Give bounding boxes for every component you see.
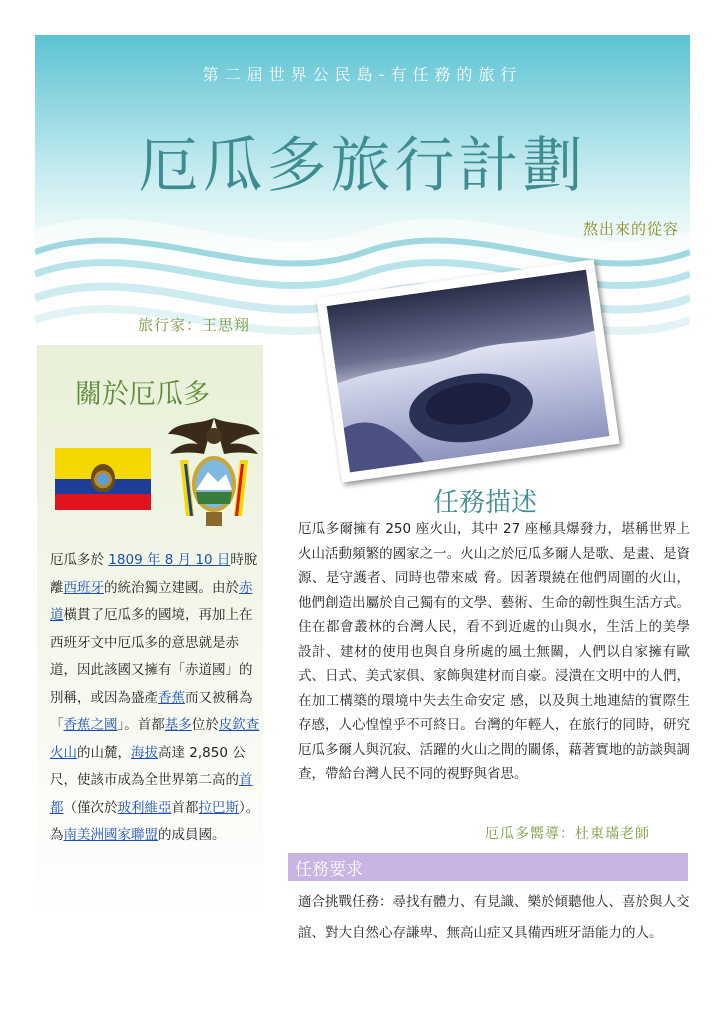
about-text-segment: 厄瓜多於 [50,552,109,568]
about-text-segment: 橫貫了厄瓜多的國境，再加上在西班牙文中厄瓜多的意思就是赤道，因此該國又擁有「赤道國」的別稱，或因為盛產 [50,607,253,706]
about-text-segment: 高達 2,850 公尺，使該市成為全世界第二高的 [50,744,246,788]
wiki-link[interactable]: 香蕉 [158,689,185,706]
about-text-segment: 的山麓， [77,744,131,761]
wiki-link[interactable]: 玻利維亞 [117,799,172,816]
volcano-image [327,270,610,473]
ecuador-flag-icon [55,448,151,510]
about-text-segment: 而又被稱為「 [50,689,253,733]
guide-name: 厄瓜多嚮導：杜東璊老師 [485,826,650,842]
wiki-link[interactable]: 西班牙 [63,579,104,596]
about-text-segment: ）。為 [50,799,260,843]
about-paragraph [50,547,260,850]
wiki-link[interactable]: 皮欽查火山 [50,717,260,761]
wiki-link[interactable]: 赤道 [50,579,253,623]
about-text-segment: 時脫離 [50,552,258,596]
requirements-heading: 任務要求 [295,860,363,880]
wiki-link[interactable]: 拉巴斯 [198,799,239,816]
event-subtitle: 第二屆世界公民島-有任務的旅行 [202,65,523,84]
traveler-name: 旅行家：王思翔 [138,316,251,334]
requirements-paragraph: 適合挑戰任務：尋找有體力、有見識、樂於傾聽他人、喜於與人交誼、對大自然心存謙卑、無高山症又具備西班牙語能力的人。 [298,894,690,941]
about-text-segment: 位於 [191,717,219,733]
about-text-segment: 」。首都 [117,717,165,733]
slogan: 熬出來的從容 [582,220,679,238]
about-text-segment: 的成員國。 [158,827,226,843]
page-title: 厄瓜多旅行計劃 [138,131,587,201]
about-heading: 關於厄瓜多 [75,379,210,410]
about-text-segment: 的統治獨立建國。由於 [104,579,239,596]
wiki-link[interactable]: 1809 年 8 月 10 日 [108,552,231,568]
wiki-link[interactable]: 海拔 [131,744,158,761]
about-text-segment: （僅次於 [63,799,118,816]
wiki-link[interactable]: 南美洲國家聯盟 [63,827,158,843]
wiki-link[interactable]: 首都 [50,772,253,816]
about-text-segment: 首都 [171,799,199,816]
wiki-link[interactable]: 基多 [164,717,192,733]
mission-heading: 任務描述 [433,488,538,518]
mission-paragraph: 厄瓜多爾擁有 250 座火山，其中 27 座極具爆發力，堪稱世界上火山活動頻繁的國家之一。火山之於厄瓜多爾人是歌、是畫、是資源、是守護者、同時也帶來威 脅。因著環繞在他們周圍的火山，他們創造出屬於自己獨有的文學、藝術、生命的韌性與生活方式。住在都會叢林的台灣人民，看不到近處的山與水，生活上的美學 設計、建材的使用也與自身所處的風土無關，人們以自家擁有歐式、日式、美式家俱、家飾與建材而自豪。浸潰在文明中的人們，在加工構築的環境中失去生命安定 感，以及與土地連結的實際生存感，人心惶惶乎不可終日。台灣的年輕人，在旅行的同時，研究厄瓜多爾人與沉寂、活躍的火山之間的關係，藉著實地的訪談與調 查，帶給台灣人民不同的視野與省思。 [298,521,690,782]
volcano-photo [316,259,619,482]
wiki-link[interactable]: 香蕉之國 [63,717,118,733]
coat-of-arms-icon [166,412,262,532]
